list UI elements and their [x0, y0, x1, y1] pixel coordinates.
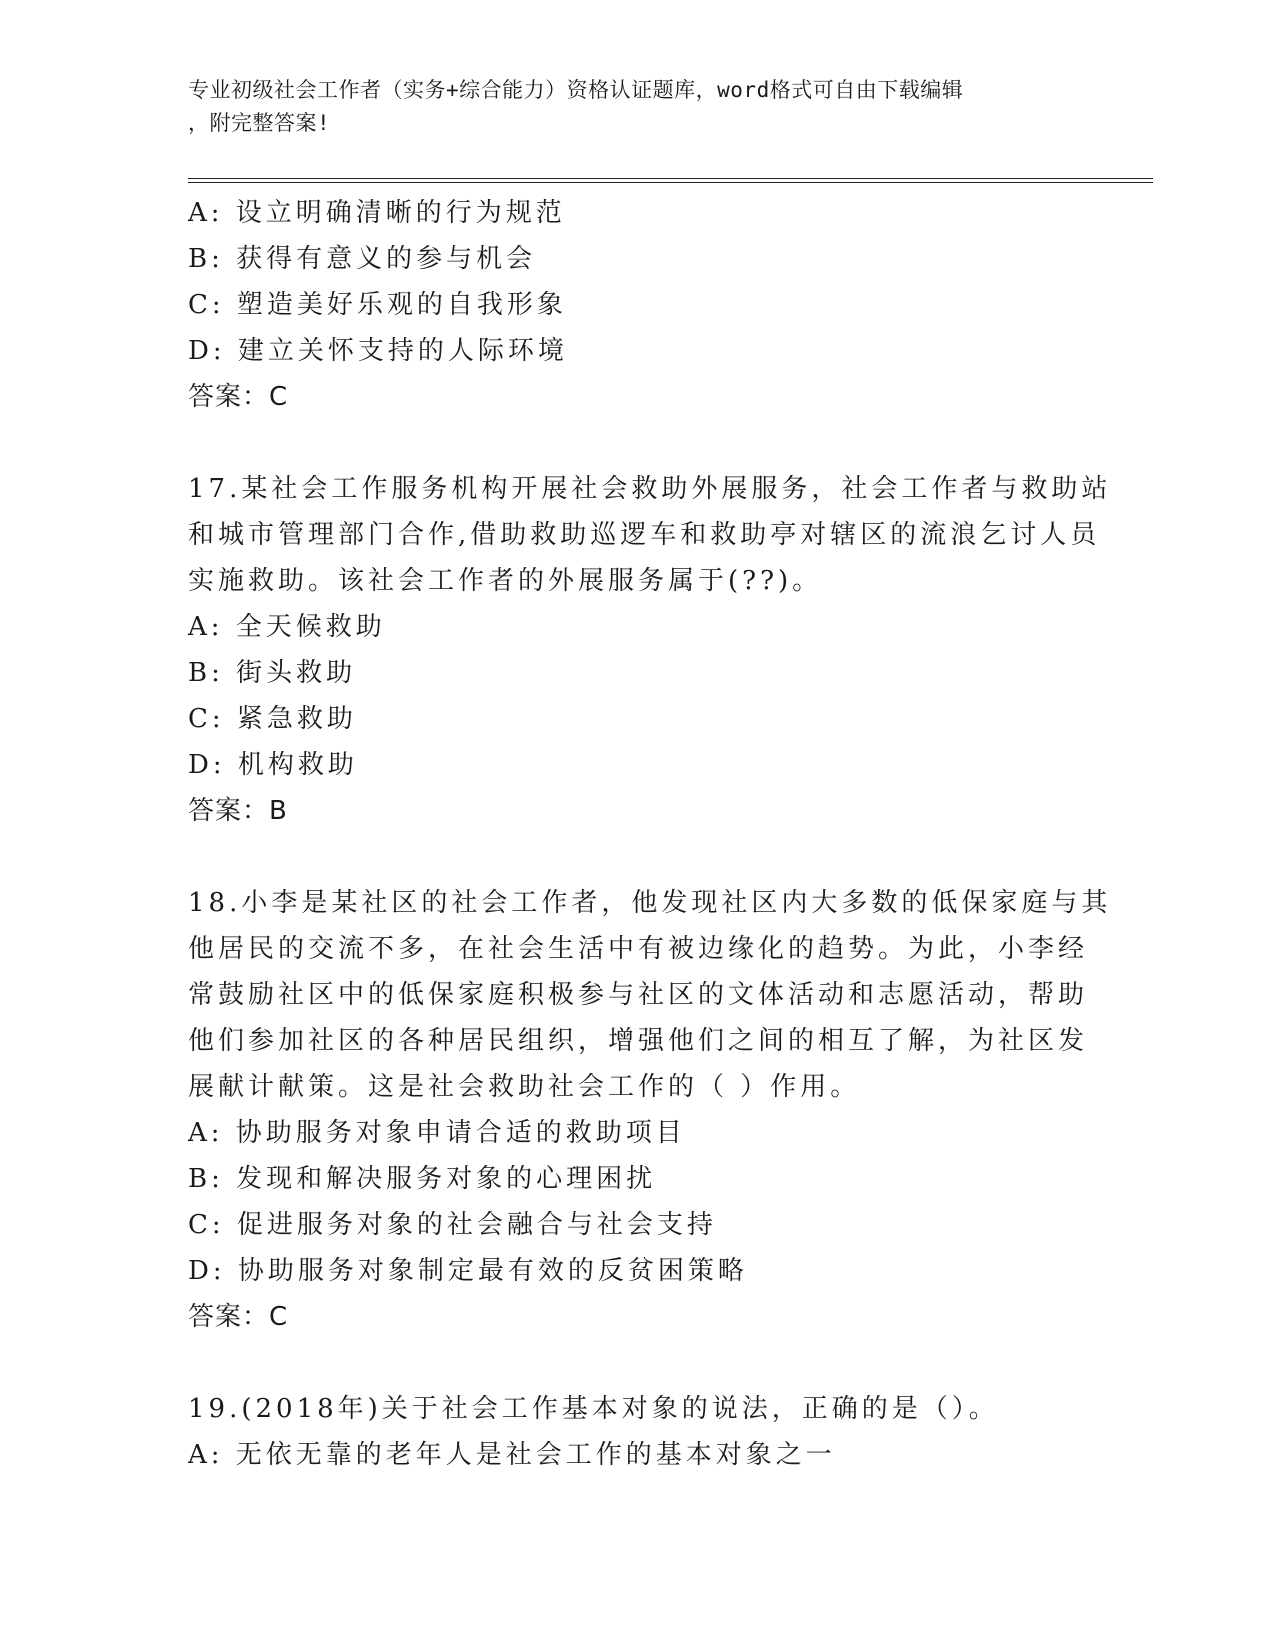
- option-c: C: 塑造美好乐观的自我形象: [188, 290, 567, 320]
- question-spacer: [188, 834, 1088, 880]
- question-17: [188, 466, 1112, 834]
- question-spacer: [188, 420, 1088, 466]
- option-a: A: 设立明确清晰的行为规范: [188, 198, 566, 228]
- document-header: [188, 74, 1088, 140]
- option-a: A: 协助服务对象申请合适的救助项目: [188, 1118, 686, 1148]
- option-b: B: 获得有意义的参与机会: [188, 244, 537, 274]
- option-c: C: 促进服务对象的社会融合与社会支持: [188, 1210, 717, 1240]
- question-list: [188, 190, 1112, 1478]
- question-stem-line: 17.某社会工作服务机构开展社会救助外展服务，社会工作者与救助站: [188, 474, 1112, 504]
- option-c: C: 紧急救助: [188, 704, 357, 734]
- answer: 答案：C: [188, 1302, 289, 1332]
- question-stem-line: 他们参加社区的各种居民组织，增强他们之间的相互了解，为社区发: [188, 1026, 1089, 1056]
- question-stem-line: 他居民的交流不多，在社会生活中有被边缘化的趋势。为此，小李经: [188, 934, 1089, 964]
- option-b: B: 街头救助: [188, 658, 357, 688]
- answer: 答案：B: [188, 796, 288, 826]
- question-16: [188, 190, 1088, 420]
- answer: 答案：C: [188, 382, 289, 412]
- question-19: [188, 1386, 1088, 1478]
- question-stem-line: 和城市管理部门合作,借助救助巡逻车和救助亭对辖区的流浪乞讨人员: [188, 520, 1101, 550]
- header-double-rule: [188, 178, 1153, 183]
- option-b: B: 发现和解决服务对象的心理困扰: [188, 1164, 657, 1194]
- question-18: [188, 880, 1112, 1340]
- question-spacer: [188, 1340, 1088, 1386]
- option-a: A: 无依无靠的老年人是社会工作的基本对象之一: [188, 1440, 836, 1470]
- question-stem-line: 常鼓励社区中的低保家庭积极参与社区的文体活动和志愿活动，帮助: [188, 980, 1089, 1010]
- header-line-2: ，附完整答案!: [188, 111, 331, 135]
- header-line-1: 专业初级社会工作者（实务+综合能力）资格认证题库，word格式可自由下载编辑: [188, 78, 964, 102]
- option-d: D: 机构救助: [188, 750, 358, 780]
- question-stem-line: 18.小李是某社区的社会工作者，他发现社区内大多数的低保家庭与其: [188, 888, 1112, 918]
- option-d: D: 协助服务对象制定最有效的反贫困策略: [188, 1256, 748, 1286]
- option-d: D: 建立关怀支持的人际环境: [188, 336, 568, 366]
- question-stem-line: 展献计献策。这是社会救助社会工作的（ ）作用。: [188, 1072, 861, 1102]
- question-stem-line: 实施救助。该社会工作者的外展服务属于(??)。: [188, 566, 823, 596]
- question-stem-line: 19.(2018年)关于社会工作基本对象的说法，正确的是（）。: [188, 1394, 999, 1424]
- option-a: A: 全天候救助: [188, 612, 386, 642]
